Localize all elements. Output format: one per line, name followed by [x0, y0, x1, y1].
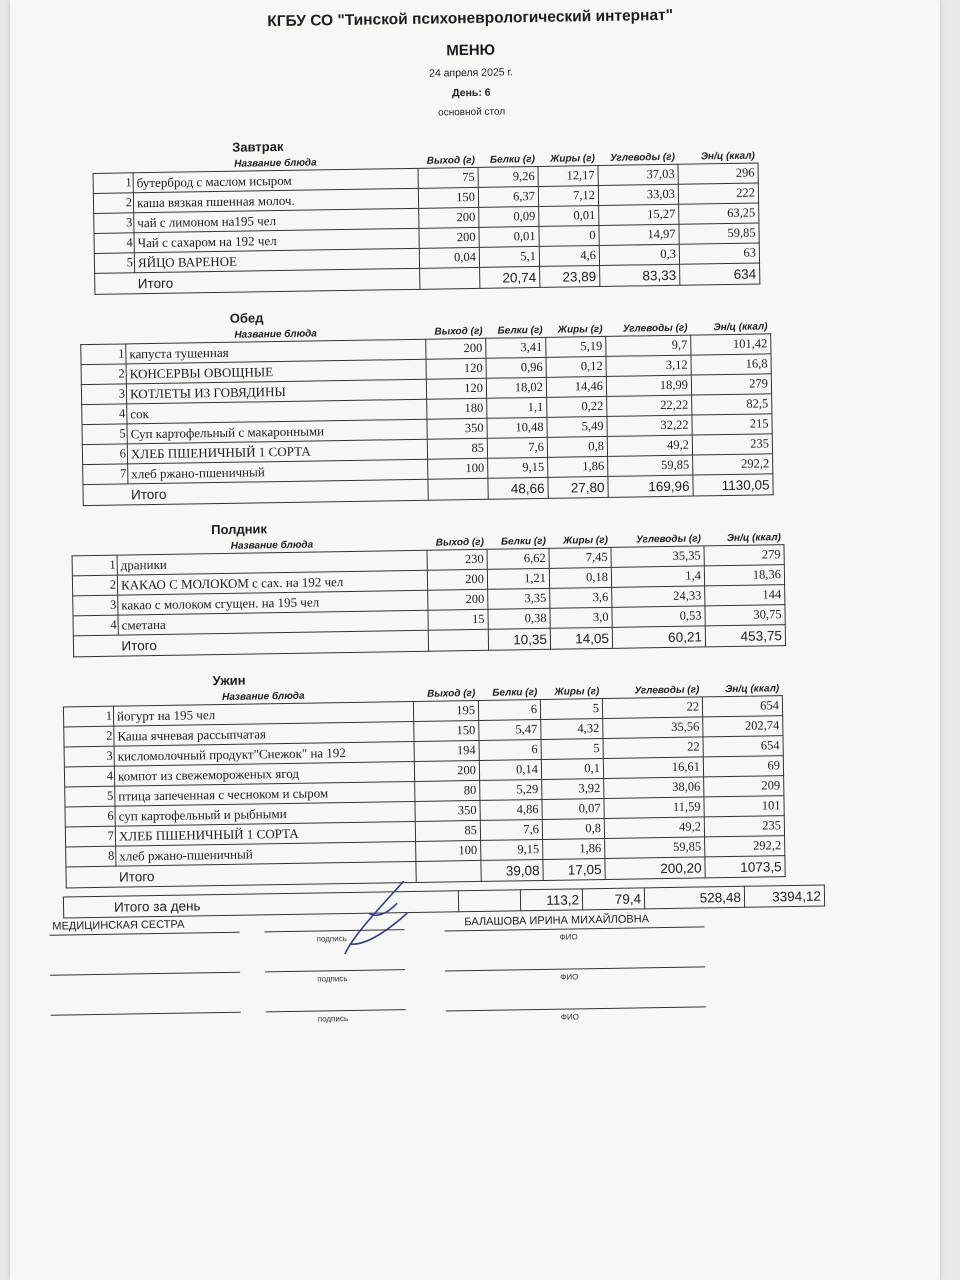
output-value: 180: [427, 398, 487, 419]
output-value: 195: [413, 700, 478, 721]
meal-table: [71, 530, 786, 657]
signature-caption: подпись: [316, 934, 347, 944]
row-number: 3: [81, 384, 126, 405]
protein-value: 9,15: [488, 457, 548, 478]
output-value: 350: [415, 800, 480, 821]
total-fat: 23,89: [540, 265, 600, 287]
fio-caption: ФИО: [560, 1012, 579, 1022]
fat-value: 5,49: [547, 416, 607, 437]
protein-value: 3,35: [488, 588, 550, 609]
dish-name: ХЛЕБ ПШЕНИЧНЫЙ 1 СОРТА: [115, 821, 415, 846]
total-fat: 14,05: [550, 627, 612, 649]
row-number: 1: [93, 173, 133, 194]
dish-name: кисломолочный продукт"Снежок" на 192: [114, 741, 414, 766]
total-lead-cell: [66, 866, 116, 888]
col-carbs-header: Углеводы (г): [634, 683, 700, 697]
protein-value: 7,6: [480, 819, 542, 840]
dish-name: сок: [127, 399, 427, 424]
total-carbs: 60,21: [612, 626, 705, 648]
col-name-header: Название блюда: [234, 327, 317, 341]
protein-value: 5,29: [480, 779, 542, 800]
protein-value: 6,62: [487, 548, 549, 569]
energy-value: 82,5: [692, 394, 772, 415]
row-number: 2: [81, 364, 126, 385]
output-value: 200: [414, 760, 479, 781]
carbs-value: 9,7: [606, 335, 691, 356]
total-energy: 1073,5: [705, 856, 785, 878]
dish-name: драники: [117, 550, 427, 575]
col-protein-header: Белки (г): [492, 686, 538, 699]
col-protein-header: Белки (г): [497, 324, 543, 337]
total-blank: [420, 267, 480, 289]
nurse-role-line: [50, 932, 240, 936]
row-number: 3: [94, 213, 134, 234]
dish-name: ЯЙЦО ВАРЕНОЕ: [134, 248, 419, 272]
total-label: Итого: [118, 630, 428, 656]
carbs-value: 37,03: [598, 164, 678, 185]
row-number: 4: [94, 233, 134, 254]
carbs-value: 22: [603, 737, 703, 759]
dish-name: какао с молоком сгущен. на 195 чел: [118, 590, 428, 615]
total-energy: 1130,05: [693, 474, 773, 496]
row-number: 5: [94, 253, 134, 274]
section-title: Обед: [229, 310, 264, 326]
fat-value: 0,18: [549, 567, 611, 588]
dish-name: бутерброд с маслом исыром: [133, 168, 418, 192]
carbs-value: 22,22: [607, 395, 692, 416]
protein-value: 6: [478, 699, 540, 720]
protein-value: 3,41: [486, 337, 546, 358]
energy-value: 279: [691, 374, 771, 395]
total-protein: 48,66: [488, 477, 548, 499]
fat-value: 14,46: [546, 376, 606, 397]
dish-name: ХЛЕБ ПШЕНИЧНЫЙ 1 СОРТА: [127, 439, 427, 464]
fat-value: 5: [540, 699, 602, 720]
output-value: 120: [426, 378, 486, 399]
row-number: 7: [65, 826, 115, 847]
col-output-header: Выход (г): [426, 154, 475, 167]
fat-value: 0,07: [542, 798, 604, 819]
fat-value: 1,86: [548, 456, 608, 477]
energy-value: 101,42: [691, 334, 771, 355]
output-value: 100: [428, 458, 488, 479]
nurse-name: БАЛАШОВА ИРИНА МИХАЙЛОВНА: [464, 913, 650, 929]
total-blank: [428, 629, 488, 651]
total-energy: 634: [680, 263, 760, 285]
carbs-value: 59,85: [608, 455, 693, 476]
carbs-value: 33,03: [598, 184, 678, 205]
fat-value: 4,6: [539, 245, 599, 266]
col-output-header: Выход (г): [435, 536, 484, 549]
col-protein-header: Белки (г): [489, 153, 535, 166]
carbs-value: 3,12: [606, 355, 691, 376]
fat-value: 7,45: [549, 547, 611, 568]
total-label: Итого: [128, 479, 428, 505]
dish-name: каша вязкая пшенная молоч.: [133, 188, 418, 212]
energy-value: 30,75: [705, 605, 785, 626]
fat-value: 12,17: [538, 166, 598, 187]
col-carbs-header: Углеводы (г): [622, 322, 688, 335]
lunch-section: [80, 300, 918, 506]
energy-value: 292,2: [693, 454, 773, 475]
output-value: 0,04: [419, 247, 479, 268]
energy-value: 202,74: [703, 716, 783, 737]
carbs-value: 49,2: [604, 817, 704, 839]
protein-value: 0,38: [488, 608, 550, 629]
row-number: 2: [72, 575, 117, 596]
total-protein: 20,74: [480, 266, 540, 288]
protein-value: 0,09: [479, 206, 539, 227]
output-value: 150: [414, 720, 479, 741]
section-title: Ужин: [212, 672, 246, 689]
fat-value: 0,12: [546, 356, 606, 377]
dish-name: хлеб ржано-пшеничный: [128, 459, 428, 484]
fat-value: 5,19: [546, 336, 606, 357]
row-number: 4: [73, 615, 118, 636]
meal-table: [92, 148, 760, 294]
col-energy-header: Эн/ц (ккал): [700, 150, 755, 162]
section-title: Полдник: [211, 521, 268, 538]
day-total-carbs: 528,48: [644, 886, 744, 909]
energy-value: 209: [704, 776, 784, 797]
protein-value: 18,02: [486, 377, 546, 398]
row-number: 6: [82, 444, 127, 465]
carbs-value: 14,97: [599, 224, 679, 245]
dish-name: Чай с сахаром на 192 чел: [134, 228, 419, 252]
total-label: Итого: [116, 861, 416, 887]
total-label: Итого: [135, 268, 420, 293]
carbs-value: 24,33: [612, 586, 705, 607]
protein-value: 1,1: [487, 397, 547, 418]
energy-value: 654: [702, 696, 782, 717]
protein-value: 1,21: [487, 568, 549, 589]
protein-value: 6: [479, 739, 541, 760]
carbs-value: 16,61: [603, 757, 703, 779]
output-value: 85: [415, 820, 480, 841]
fat-value: 3,0: [550, 607, 612, 628]
dish-name: КОТЛЕТЫ ИЗ ГОВЯДИНЫ: [126, 379, 426, 404]
output-value: 230: [427, 549, 487, 570]
row-number: 6: [65, 806, 115, 827]
col-fat-header: Жиры (г): [549, 152, 595, 165]
diet-type: основной стол: [438, 106, 506, 119]
carbs-value: 38,06: [604, 777, 704, 799]
energy-value: 59,85: [679, 223, 759, 244]
menu-date: 24 апреля 2025 г.: [428, 66, 514, 80]
day-total-fat: 79,4: [582, 888, 644, 910]
protein-value: 5,1: [479, 246, 539, 267]
protein-value: 0,96: [486, 357, 546, 378]
output-value: 200: [428, 589, 488, 610]
carbs-value: 18,99: [606, 375, 691, 396]
protein-value: 0,14: [479, 759, 541, 780]
energy-value: 235: [692, 434, 772, 455]
protein-value: 6,37: [478, 186, 538, 207]
row-number: 3: [64, 746, 114, 767]
carbs-value: 15,27: [599, 204, 679, 225]
col-fat-header: Жиры (г): [557, 323, 603, 336]
row-number: 2: [64, 726, 114, 747]
col-protein-header: Белки (г): [500, 535, 546, 548]
total-lead-cell: [83, 484, 128, 506]
dish-name: КОНСЕРВЫ ОВОЩНЫЕ: [126, 359, 426, 384]
row-number: 7: [83, 464, 128, 485]
col-carbs-header: Углеводы (г): [636, 532, 701, 545]
energy-value: 18,36: [704, 565, 784, 586]
energy-value: 63: [679, 243, 759, 264]
total-blank: [416, 860, 481, 882]
col-energy-header: Эн/ц (ккал): [726, 531, 781, 544]
energy-value: 69: [703, 756, 783, 777]
dish-name: капуста тушенная: [126, 339, 426, 364]
dish-name: птица запеченная с чесноком и сыром: [115, 781, 415, 806]
fio-caption: ФИО: [560, 972, 579, 982]
row-number: 1: [81, 344, 126, 365]
role-line: [50, 972, 240, 976]
total-blank: [428, 478, 488, 500]
snack-section: [71, 511, 920, 657]
energy-value: 296: [678, 163, 758, 184]
output-value: 200: [419, 207, 479, 228]
signature-line: [265, 969, 405, 972]
fio-caption: ФИО: [559, 932, 578, 942]
breakfast-section: [92, 129, 914, 295]
dish-name: хлеб ржано-пшеничный: [116, 841, 416, 866]
col-output-header: Выход (г): [434, 325, 483, 338]
fat-value: 0,22: [547, 396, 607, 417]
row-number: 1: [72, 555, 117, 576]
energy-value: 292,2: [705, 836, 785, 857]
fat-value: 7,12: [538, 186, 598, 207]
output-value: 100: [416, 840, 481, 861]
col-name-header: Название блюда: [222, 690, 305, 703]
fat-value: 1,86: [543, 838, 605, 859]
output-value: 350: [427, 418, 487, 439]
energy-value: 215: [692, 414, 772, 435]
section-title: Завтрак: [232, 138, 284, 155]
dish-name: йогурт на 195 чел: [113, 701, 413, 726]
menu-day: День: 6: [451, 86, 491, 100]
energy-value: 144: [705, 585, 785, 606]
output-value: 15: [428, 609, 488, 630]
protein-value: 0,01: [479, 226, 539, 247]
total-protein: 39,08: [481, 859, 543, 881]
total-carbs: 169,96: [608, 475, 693, 497]
menu-content: [30, 1, 926, 1069]
output-value: 150: [418, 187, 478, 208]
output-value: 75: [418, 167, 478, 188]
dish-name: сметана: [118, 610, 428, 635]
col-name-header: Название блюда: [234, 156, 317, 170]
total-lead-cell: [95, 273, 135, 295]
row-number: 4: [64, 766, 114, 787]
dish-name: Каша ячневая рассыпчатая: [114, 721, 414, 746]
row-number: 8: [66, 846, 116, 867]
energy-value: 101: [704, 796, 784, 817]
dish-name: КАКАО С МОЛОКОМ с сах. на 192 чел: [117, 570, 427, 595]
carbs-value: 11,59: [604, 797, 704, 819]
row-number: 3: [73, 595, 118, 616]
carbs-value: 59,85: [605, 837, 705, 859]
nurse-label: МЕДИЦИНСКАЯ СЕСТРА: [52, 918, 185, 933]
energy-value: 279: [704, 545, 784, 566]
meal-table: [63, 681, 786, 888]
protein-value: 10,48: [487, 417, 547, 438]
col-name-header: Название блюда: [230, 539, 314, 552]
document-header: [30, 3, 912, 125]
col-energy-header: Эн/ц (ккал): [725, 682, 780, 695]
row-number: 2: [93, 193, 133, 214]
fat-value: 4,32: [541, 719, 603, 740]
col-fat-header: Жиры (г): [554, 685, 600, 698]
col-carbs-header: Углеводы (г): [610, 151, 675, 164]
output-value: 120: [426, 358, 486, 379]
output-value: 194: [414, 740, 479, 761]
total-protein: 10,35: [488, 628, 550, 650]
document-title: МЕНЮ: [446, 41, 496, 60]
day-total-protein: 113,2: [520, 889, 582, 911]
fat-value: 0,01: [539, 206, 599, 227]
protein-value: 9,26: [478, 166, 538, 187]
total-fat: 27,80: [548, 476, 608, 498]
energy-value: 654: [703, 736, 783, 757]
output-value: 200: [426, 338, 486, 359]
row-number: 1: [63, 706, 113, 727]
energy-value: 16,8: [691, 354, 771, 375]
dish-name: компот из свежемороженых ягод: [114, 761, 414, 786]
total-carbs: 200,20: [605, 857, 705, 880]
fat-value: 0,8: [542, 818, 604, 839]
handwritten-signature: [309, 873, 420, 965]
document-sheet: [10, 0, 940, 1280]
carbs-value: 35,35: [611, 546, 704, 567]
protein-value: 4,86: [480, 799, 542, 820]
role-line: [51, 1012, 241, 1016]
dish-name: чай с лимоном на195 чел: [134, 208, 419, 232]
fio-line: [445, 966, 705, 971]
fat-value: 0,1: [541, 758, 603, 779]
col-fat-header: Жиры (г): [562, 534, 608, 547]
fat-value: 0,8: [547, 436, 607, 457]
row-number: 4: [82, 404, 127, 425]
protein-value: 5,47: [479, 719, 541, 740]
output-value: 80: [415, 780, 480, 801]
total-carbs: 83,33: [600, 264, 680, 286]
signature-area: [44, 905, 926, 1069]
energy-value: 235: [704, 816, 784, 837]
fat-value: 0: [539, 226, 599, 247]
total-energy: 453,75: [705, 625, 785, 647]
row-number: 5: [65, 786, 115, 807]
protein-value: 9,15: [481, 839, 543, 860]
energy-value: 63,25: [679, 203, 759, 224]
carbs-value: 35,56: [603, 717, 703, 739]
signature-line: [266, 1009, 406, 1012]
fio-line: [446, 1006, 706, 1011]
carbs-value: 32,22: [607, 415, 692, 436]
organization-name: КГБУ СО "Тинской психоневрологический интернат": [267, 6, 674, 31]
day-total-blank: [458, 890, 520, 912]
dinner-section: [62, 662, 924, 918]
signature-caption: подпись: [317, 1014, 349, 1024]
carbs-value: 0,53: [612, 606, 705, 627]
total-lead-cell: [73, 635, 118, 657]
carbs-value: 22: [602, 697, 702, 719]
output-value: 200: [427, 569, 487, 590]
signature-caption: подпись: [317, 974, 348, 984]
carbs-value: 49,2: [607, 435, 692, 456]
fat-value: 3,92: [542, 778, 604, 799]
meal-table: [80, 319, 774, 506]
day-total-energy: 3394,12: [744, 885, 824, 907]
row-number: 5: [82, 424, 127, 445]
col-output-header: Выход (г): [427, 687, 476, 700]
dish-name: суп картофельный и рыбными: [115, 801, 415, 826]
dish-name: Суп картофельный с макаронными: [127, 419, 427, 444]
carbs-value: 1,4: [611, 566, 704, 587]
day-total-label: Итого за день: [63, 891, 458, 918]
total-fat: 17,05: [543, 858, 605, 880]
protein-value: 7,6: [487, 437, 547, 458]
carbs-value: 0,3: [599, 244, 679, 265]
fat-value: 3,6: [550, 587, 612, 608]
output-value: 200: [419, 227, 479, 248]
col-energy-header: Эн/ц (ккал): [713, 320, 768, 333]
output-value: 85: [427, 438, 487, 459]
energy-value: 222: [678, 183, 758, 204]
fat-value: 5: [541, 739, 603, 760]
